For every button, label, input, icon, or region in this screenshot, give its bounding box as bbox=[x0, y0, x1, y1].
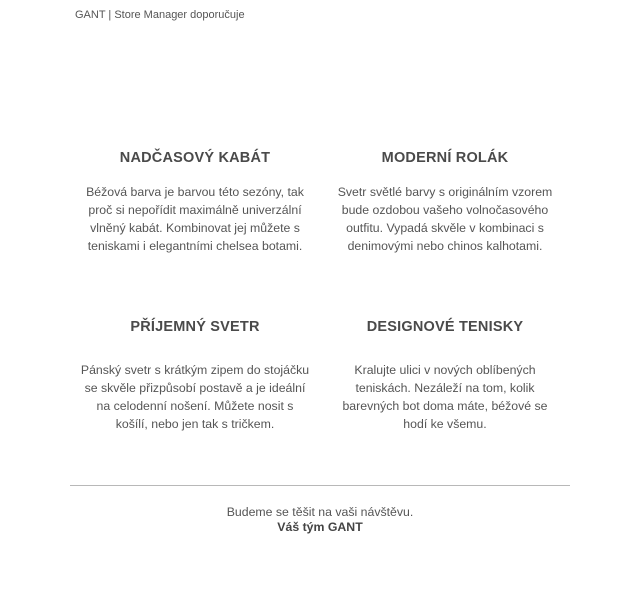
product-description: Svetr světlé barvy s originálním vzorem bude ozdobou vašeho volnočasového outfitu. Vypadá skvěle v kombinaci s denimovými nebo chinos kalhotami. bbox=[337, 185, 553, 253]
email-header-text: GANT | Store Manager doporučuje bbox=[75, 9, 245, 21]
product-description: Kralujte ulici v nových oblíbených teniskách. Nezáleží na tom, kolik barevných bot doma máte, béžové se hodí ke všemu. bbox=[342, 363, 548, 431]
product-description: Pánský svetr s krátkým zipem do stojáčku se skvěle přizpůsobí postavě a je ideální na celodenní nošení. Můžete nosit s košílí, nebo jen tak s tričkem. bbox=[80, 363, 310, 431]
product-card-sweater bbox=[80, 319, 310, 433]
product-title: NADČASOVÝ KABÁT bbox=[119, 150, 271, 166]
product-description: Béžová barva je barvou této sezóny, tak proč si nepořídit maximálně univerzální vlněný kabát. Kombinovat jej můžete s teniskami i elegantními chelsea botami. bbox=[86, 185, 304, 253]
footer-signature: Váš tým GANT bbox=[277, 520, 363, 534]
product-card-coat bbox=[80, 150, 310, 255]
product-title: PŘÍJEMNÝ SVETR bbox=[130, 319, 260, 335]
footer-message: Budeme se těšit na vaši návštěvu. bbox=[226, 505, 414, 519]
email-footer bbox=[70, 505, 570, 535]
footer-divider bbox=[70, 485, 570, 486]
product-title: DESIGNOVÉ TENISKY bbox=[366, 319, 524, 335]
product-card-sneakers bbox=[330, 319, 560, 433]
product-title: MODERNÍ ROLÁK bbox=[381, 150, 509, 166]
product-card-turtleneck bbox=[330, 150, 560, 255]
